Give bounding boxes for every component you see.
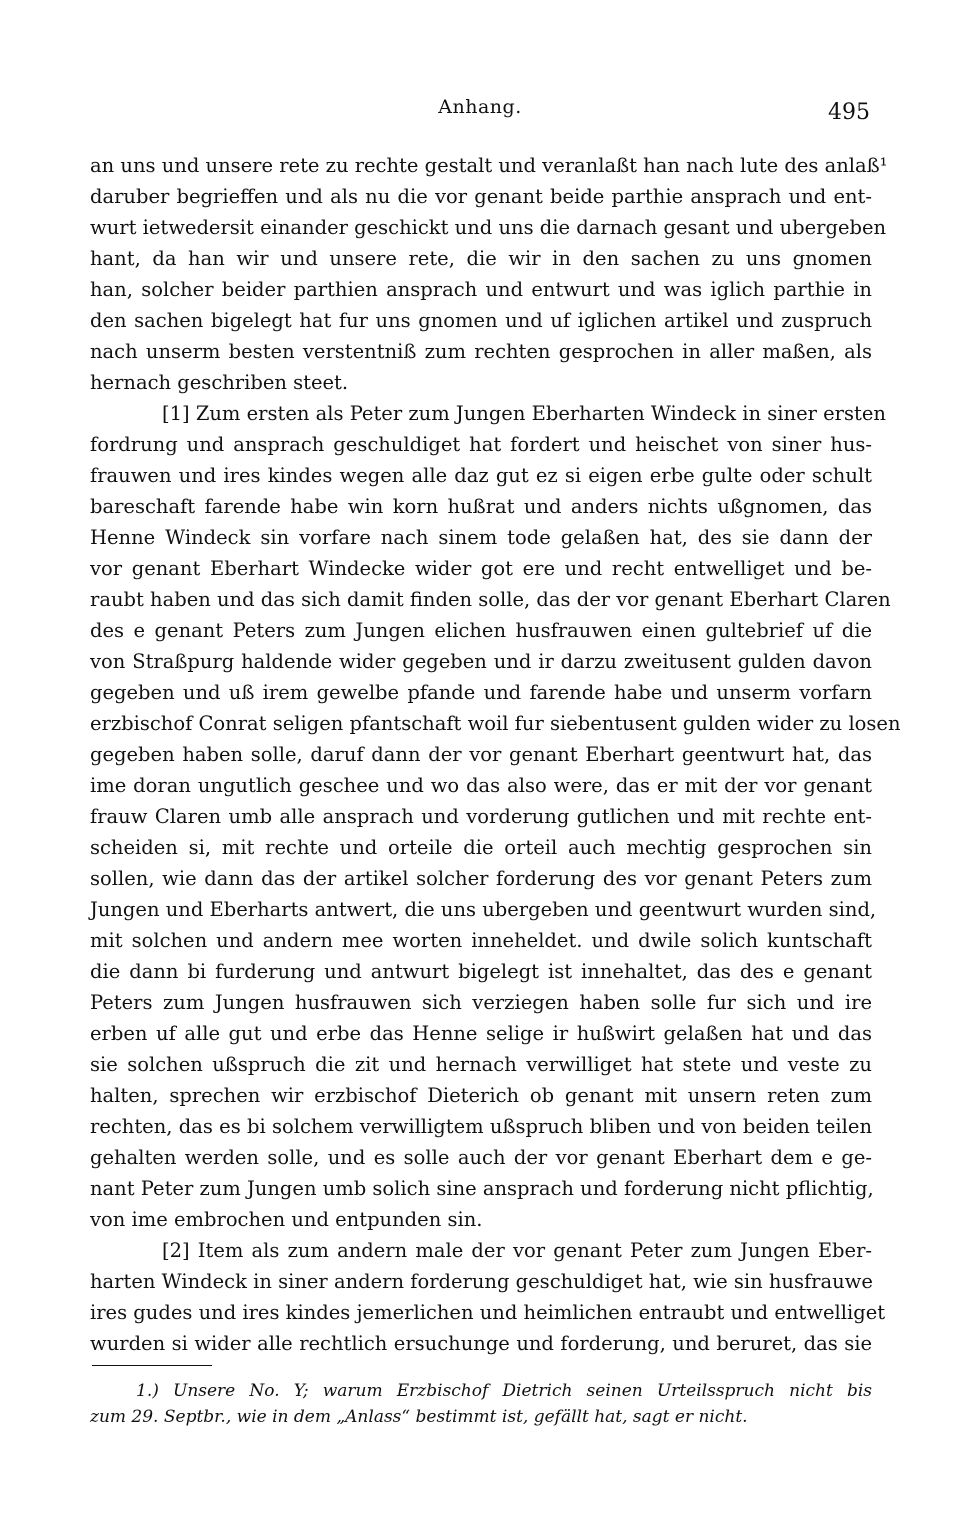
- footnote-divider: [92, 1365, 212, 1366]
- text-line: rechten, das es bi solchem verwilligtem ußspruch bliben und von beiden teilen: [90, 1115, 872, 1138]
- text-line: daruber begrieffen und als nu die vor genant beide parthie ansprach und ent-: [90, 185, 872, 208]
- page-number: 495: [828, 100, 870, 125]
- footnote-line: zum 29. Septbr., wie in dem „Anlass“ bestimmt ist, gefällt hat, sagt er nicht.: [90, 1407, 748, 1427]
- text-line: Peters zum Jungen husfrauwen sich verziegen haben solle fur sich und ire: [90, 991, 872, 1014]
- text-line: hant, da han wir und unsere rete, die wir in den sachen zu uns gnomen: [90, 247, 872, 270]
- text-line: mit solchen und andern mee worten inneheldet. und dwile solich kuntschaft: [90, 929, 872, 952]
- text-line: Jungen und Eberharts antwert, die uns ubergeben und geentwurt wurden sind,: [90, 898, 877, 921]
- text-line: von Straßpurg haldende wider gegeben und ir darzu zweitusent gulden davon: [90, 650, 872, 673]
- text-line: gegeben und uß irem gewelbe pfande und farende habe und unserm vorfarn: [90, 681, 872, 704]
- text-line: von ime embrochen und entpunden sin.: [90, 1208, 483, 1231]
- text-line: vor genant Eberhart Windecke wider got ere und recht entwelliget und be-: [90, 557, 872, 580]
- text-line: nach unserm besten verstentniß zum rechten gesprochen in aller maßen, als: [90, 340, 872, 363]
- text-line: an uns und unsere rete zu rechte gestalt und veranlaßt han nach lute des anlaß¹: [90, 154, 888, 177]
- page-header: [90, 96, 870, 130]
- body-text: [90, 150, 901, 1359]
- text-line: die dann bi furderung und antwurt bigelegt ist innehaltet, das des e genant: [90, 960, 872, 983]
- footnote: [90, 1378, 872, 1430]
- text-line: fordrung und ansprach geschuldiget hat fordert und heischet von siner hus-: [90, 433, 872, 456]
- running-title: Anhang.: [438, 96, 522, 118]
- text-line: hernach geschriben steet.: [90, 371, 349, 394]
- text-line: nant Peter zum Jungen umb solich sine ansprach und forderung nicht pflichtig,: [90, 1177, 874, 1200]
- text-line: Henne Windeck sin vorfare nach sinem tode gelaßen hat, des sie dann der: [90, 526, 872, 549]
- text-line: frauw Claren umb alle ansprach und vorderung gutlichen und mit rechte ent-: [90, 805, 872, 828]
- text-line: han, solcher beider parthien ansprach und entwurt und was iglich parthie in: [90, 278, 872, 301]
- paragraph-2-start: [2] Item als zum andern male der vor genant Peter zum Jungen Eber-: [162, 1239, 872, 1262]
- text-line: des e genant Peters zum Jungen elichen husfrauwen einen gultebrief uf die: [90, 619, 872, 642]
- text-line: sie solchen ußspruch die zit und hernach verwilliget hat stete und veste zu: [90, 1053, 872, 1076]
- text-line: bareschaft farende habe win korn hußrat und anders nichts ußgnomen, das: [90, 495, 872, 518]
- text-line: erben uf alle gut und erbe das Henne selige ir hußwirt gelaßen hat und das: [90, 1022, 872, 1045]
- text-line: raubt haben und das sich damit finden solle, das der vor genant Eberhart Claren: [90, 588, 891, 611]
- text-line: wurt ietwedersit einander geschickt und uns die darnach gesant und ubergeben: [90, 216, 887, 239]
- text-line: gegeben haben solle, daruf dann der vor genant Eberhart geentwurt hat, das: [90, 743, 872, 766]
- text-line: harten Windeck in siner andern forderung geschuldiget hat, wie sin husfrauwe: [90, 1270, 873, 1293]
- text-line: ime doran ungutlich geschee und wo das also were, das er mit der vor genant: [90, 774, 872, 797]
- text-line: gehalten werden solle, und es solle auch der vor genant Eberhart dem e ge-: [90, 1146, 872, 1169]
- text-line: erzbischof Conrat seligen pfantschaft woil fur siebentusent gulden wider zu losen: [90, 712, 901, 735]
- text-line: den sachen bigelegt hat fur uns gnomen und uf iglichen artikel und zuspruch: [90, 309, 872, 332]
- text-line: halten, sprechen wir erzbischof Dieterich ob genant mit unsern reten zum: [90, 1084, 872, 1107]
- text-line: frauwen und ires kindes wegen alle daz gut ez si eigen erbe gulte oder schult: [90, 464, 872, 487]
- text-line: ires gudes und ires kindes jemerlichen und heimlichen entraubt und entwelliget: [90, 1301, 886, 1324]
- footnote-line: 1.) Unsere No. Y; warum Erzbischof Dietrich seinen Urteilsspruch nicht bis: [136, 1381, 872, 1401]
- text-line: scheiden si, mit rechte und orteile die orteil auch mechtig gesprochen sin: [90, 836, 872, 859]
- paragraph-1-start: [1] Zum ersten als Peter zum Jungen Eberharten Windeck in siner ersten: [162, 402, 886, 425]
- text-line: wurden si wider alle rechtlich ersuchunge und forderung, und beruret, das sie: [90, 1332, 872, 1355]
- text-line: sollen, wie dann das der artikel solcher forderung des vor genant Peters zum: [90, 867, 872, 890]
